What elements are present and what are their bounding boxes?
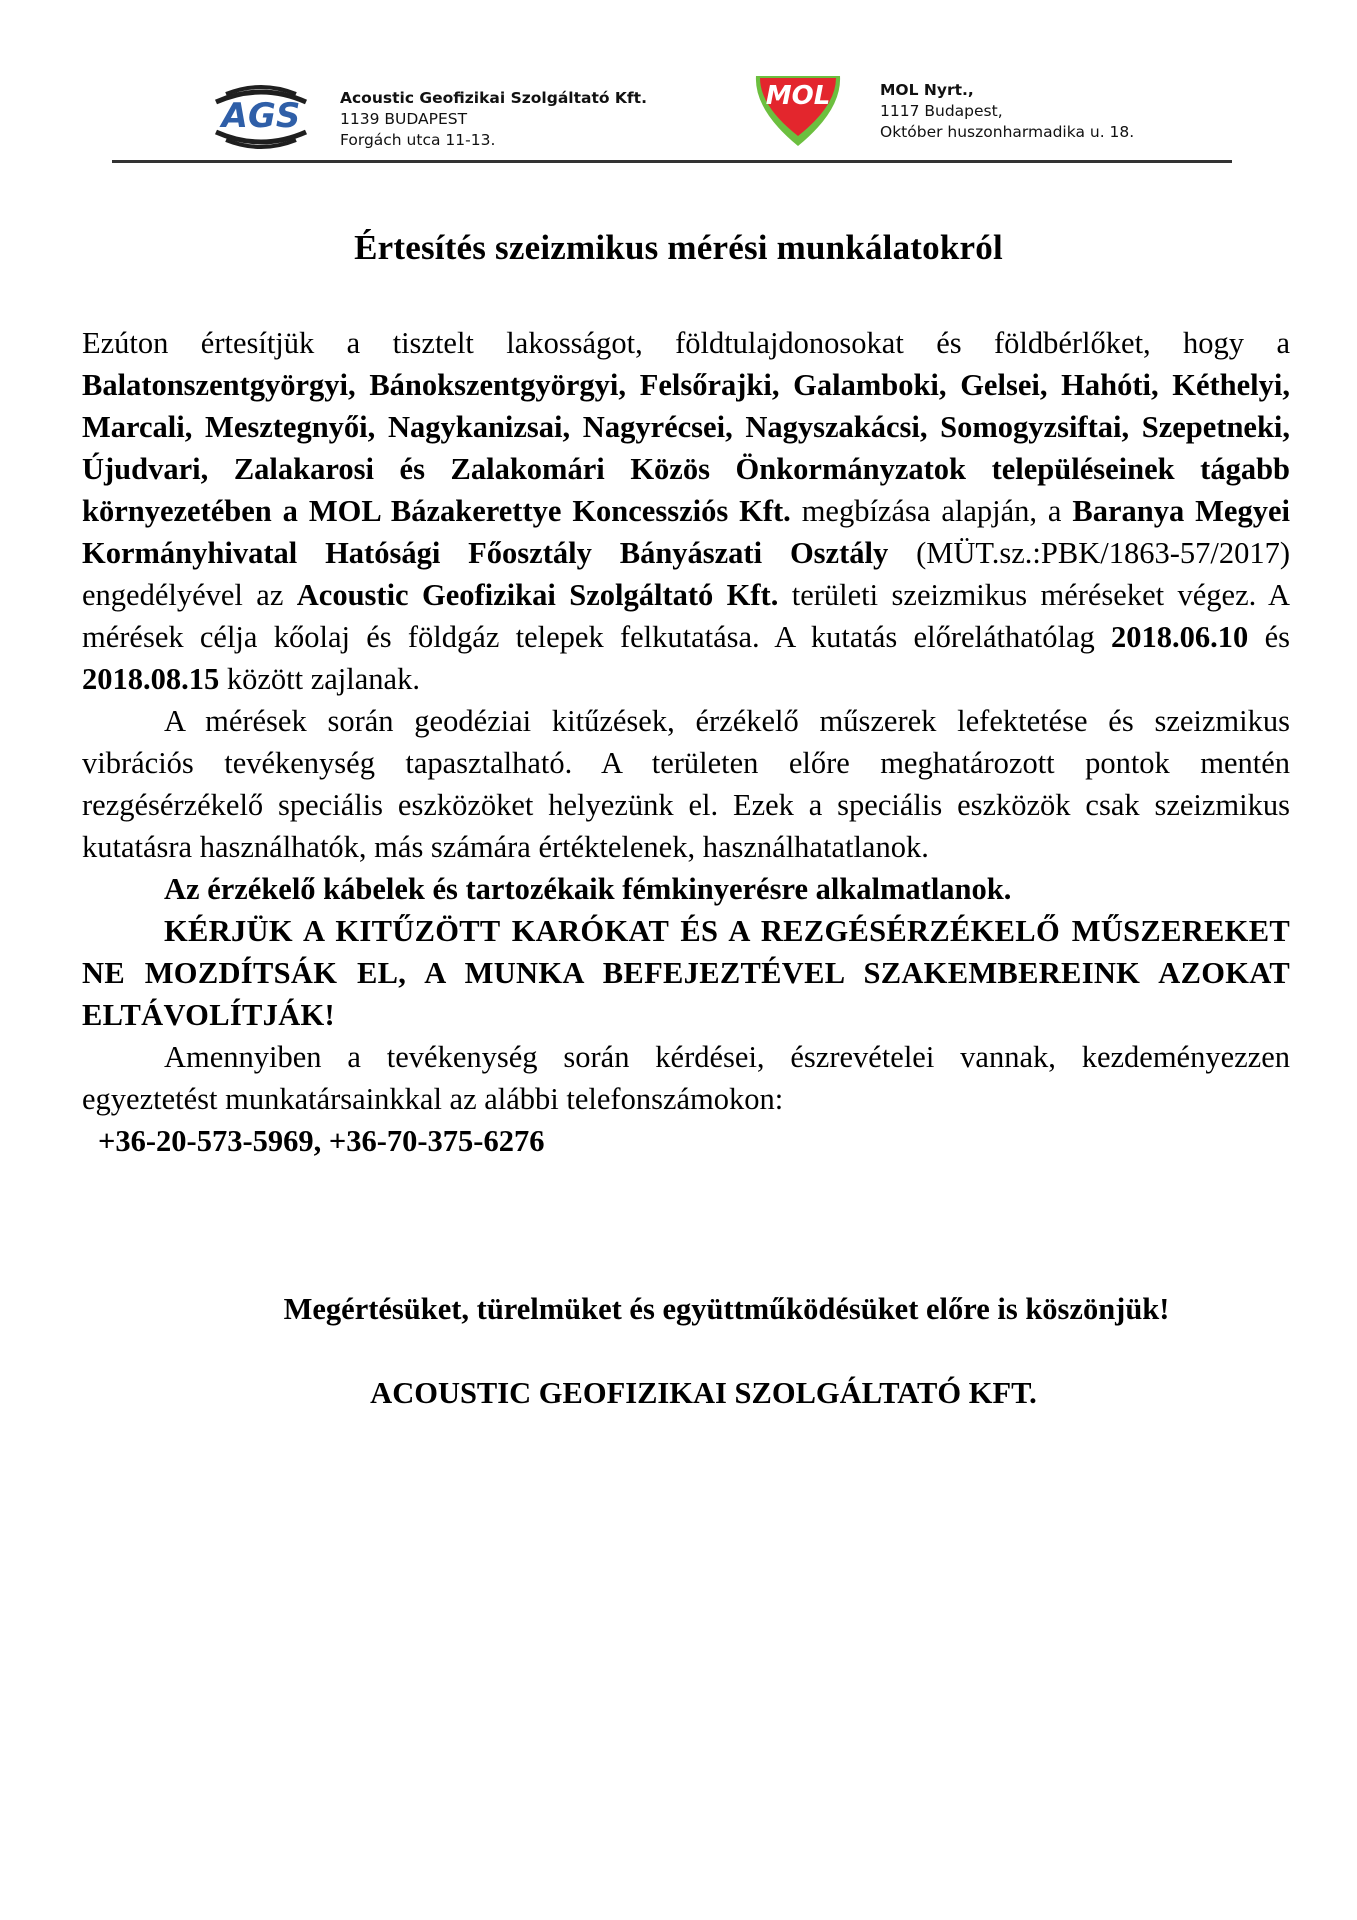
ags-logo	[196, 80, 326, 152]
phone-numbers: +36-20-573-5969, +36-70-375-6276	[98, 1124, 545, 1158]
ags-company-name: Acoustic Geofizikai Szolgáltató Kft.	[340, 89, 647, 107]
mol-address	[880, 80, 1134, 143]
mol-city: 1117 Budapest,	[880, 102, 1003, 120]
ags-city: 1139 BUDAPEST	[340, 110, 468, 128]
mol-logo-text: MOL	[765, 81, 831, 111]
paragraph-contact: Amennyiben a tevékenység során kérdései, észrevételei vannak, kezdeményezzen egyeztetést munkatársainkkal az alábbi telefonszámokon:	[82, 1040, 1290, 1116]
notice-body	[82, 322, 1290, 1162]
paragraph-cables-warning: Az érzékelő kábelek és tartozékaik fémkinyerésre alkalmatlanok.	[164, 872, 1012, 906]
ags-address	[340, 88, 647, 151]
paragraph-activities: A mérések során geodéziai kitűzések, érzékelő műszerek lefektetése és szeizmikus vibrációs tevékenység tapasztalható. A területen előre meghatározott pontok mentén rezgésérzékelő speciális eszközöket helyezünk el. Ezek a speciális eszközök csak szeizmikus kutatásra használhatók, más számára értéktelenek, használhatatlanok.	[82, 704, 1290, 864]
start-date: 2018.06.10	[1111, 620, 1249, 654]
contractor-name: Acoustic Geofizikai Szolgáltató Kft.	[296, 578, 779, 612]
intro-text-4: területi szeizmikus méréseket végez. A mérések célja kőolaj és földgáz telepek felkutatása. A kutatás előreláthatólag	[82, 578, 1290, 654]
intro-text-6: között zajlanak.	[219, 662, 420, 696]
letterhead	[112, 60, 1232, 164]
signature: ACOUSTIC GEOFIZIKAI SZOLGÁLTATÓ KFT.	[370, 1376, 1037, 1410]
document-title: Értesítés szeizmikus mérési munkálatokról	[354, 228, 1003, 267]
intro-text-5: és	[1248, 620, 1290, 654]
intro-text-3: (MÜT.sz.:PBK/1863-57/2017) engedélyével az	[82, 536, 1290, 612]
intro-text-1: Ezúton értesítjük a tisztelt lakosságot, földtulajdonosokat és földbérlőket, hogy a	[82, 326, 1290, 360]
mol-company-name: MOL Nyrt.,	[880, 81, 974, 99]
header-divider	[112, 160, 1232, 163]
ags-logo-text: AGS	[221, 96, 301, 136]
mol-logo	[748, 70, 848, 150]
authority-name: Baranya Megyei Kormányhivatal Hatósági Főosztály Bányászati Osztály	[82, 494, 1290, 570]
intro-text-2: megbízása alapján, a	[790, 494, 1073, 528]
closing-thanks: Megértésüket, türelmüket és együttműködésüket előre is köszönjük!	[283, 1292, 1170, 1326]
mol-street: Október huszonharmadika u. 18.	[880, 123, 1135, 141]
municipalities-list: Balatonszentgyörgyi, Bánokszentgyörgyi, Felsőrajki, Galamboki, Gelsei, Hahóti, Kéthelyi, Marcali, Mesztegnyői, Nagykanizsai, Nagyrécsei, Nagyszakácsi, Somogyzsiftai, Szepetneki, Újudvari, Zalakarosi és Zalakomári Közös Önkormányzatok településeinek tágabb környezetében a MOL Bázakerettye Koncessziós Kft.	[82, 368, 1290, 528]
ags-street: Forgách utca 11-13.	[340, 131, 496, 149]
paragraph-request: KÉRJÜK A KITŰZÖTT KARÓKAT ÉS A REZGÉSÉRZÉKELŐ MŰSZEREKET NE MOZDÍTSÁK EL, A MUNKA BEFEJEZTÉVEL SZAKEMBEREINK AZOKAT ELTÁVOLÍTJÁK!	[82, 914, 1290, 1032]
end-date: 2018.08.15	[82, 662, 220, 696]
paragraph-intro	[82, 322, 1290, 700]
